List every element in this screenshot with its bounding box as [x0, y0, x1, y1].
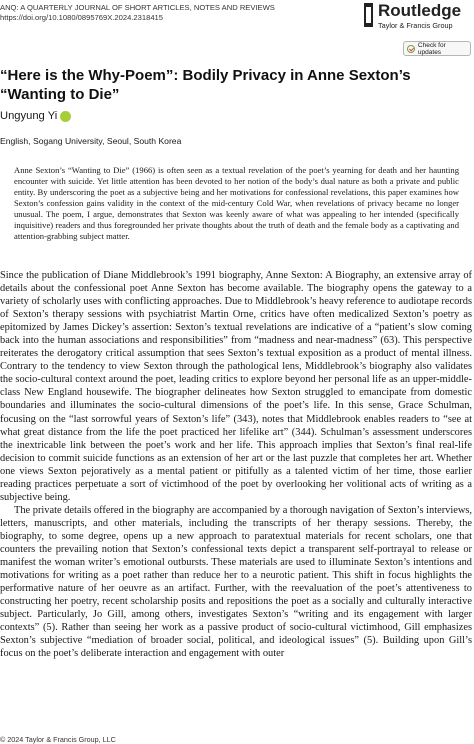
- copyright-notice: © 2024 Taylor & Francis Group, LLC: [0, 735, 116, 744]
- publisher-logo: [364, 1, 472, 31]
- orcid-icon[interactable]: [60, 111, 71, 122]
- abstract: Anne Sexton’s “Wanting to Die” (1966) is often seen as a textual revelation of the poet’s yearning for death and her haunting encounter with suicide. Yet little attention has been devoted to her notion of the body’s dual nature as both a private and public entity. By underscoring the poet as a subjective being and her motivations for confessional revelations, this paper examines how Sexton’s confession gains validity in the context of the mid-century Cold War, when revelations of privacy became no longer unusual. The poem, I argue, demonstrates that Sexton was keenly aware of what was appealing to her intended (specifically inquisitive) readers and thus foregrounded her private thoughts about the truth of death and the female body as a captivating and attention-grabbing subject matter.: [14, 165, 459, 241]
- author-name[interactable]: Ungyung Yi: [0, 110, 58, 122]
- journal-name: ANQ: A QUARTERLY JOURNAL OF SHORT ARTICLES, NOTES AND REVIEWS: [0, 3, 275, 12]
- check-for-updates-label: Check for updates: [417, 41, 446, 56]
- body-paragraph: The private details offered in the biography are accompanied by a thorough navigation of Sexton’s interviews, letters, manuscripts, and other materials, including the transcripts of her therapy sessions. Thereby, the biography, to some degree, opens up a new approach to paratextual materials for recent scholars, one that counters the prevailing notion that Sexton’s confessional texts depict a transparent self-portrayal to release or manifest the woman writer’s emotional outbursts. These materials are used to illuminate Sexton’s intentions and motivations for writing as a poet rather than reduce her to a neurotic patient. This shift in focus highlights the performative nature of her oeuvre as an artifact. Further, with the reevaluation of the poet’s attentiveness to constructing her poetry, recent scholarship posits and repositions the poet as a socially and culturally interactive subject. Particularly, Jo Gill, among others, investigates Sexton’s “writing and its engagement with larger contexts” (5). Rather than seeing her work as a passive product of socio-cultural victimhood, Gill emphasizes Sexton’s subjective “mediation of broader social, political, and ideological issues” (5). Building upon Gill’s focus on the poet’s deliberate interaction and engagement with outer: [0, 504, 473, 660]
- doi-link[interactable]: https://doi.org/10.1080/0895769X.2024.2318415: [0, 13, 163, 22]
- article-body: [0, 269, 472, 660]
- author-affiliation: English, Sogang University, Seoul, South Korea: [0, 136, 182, 146]
- article-title: “Here is the Why-Poem”: Bodily Privacy in Anne Sexton’s “Wanting to Die”: [0, 67, 411, 103]
- publisher-group: Taylor & Francis Group: [378, 21, 453, 30]
- check-updates-icon: [407, 45, 415, 53]
- author-line: [0, 110, 71, 122]
- check-for-updates-button[interactable]: [403, 41, 471, 56]
- publisher-name: Routledge: [378, 1, 462, 20]
- body-paragraph: Since the publication of Diane Middlebrook’s 1991 biography, Anne Sexton: A Biography, an extensive array of details about the confessional poet Anne Sexton has become available. The biography opens the gateway to a variety of scholarly uses with conflicting approaches. Due to Middlebrook’s heavy reference to audiotape records of Sexton’s therapy sessions with psychiatrist Martin Orne, critics have often medicalized Sexton’s poetry as epitomized by James Dickey’s assertion: Sexton’s textual revelations are indicative of a “patient’s slow coming back into the human associations and responsibilities” from “madness and near-madness” (63). This perspective reiterates the derogatory critical assumption that sees Sexton’s textual exposition as a product of mental illness. Contrary to the tendency to view Sexton through the pathological lens, Middlebrook’s biography also validates the socio-cultural context around the poet, leading critics to explore beyond her personal life as an upper-middle-class New England housewife. The biographer delineates how Sexton struggled to emancipate from domestic boundaries and illuminates the socio-cultural dimensions of the poet’s life. In this sense, Grace Schulman, focusing on the “last sorrowful years of Sexton’s life” (343), notes that Middlebrook enables readers to “see at what great distance from the life the poet practiced her lifelike art” (344). Schulman’s assessment underscores the inextricable link between the poet’s work and her life. This approach implies that Sexton’s final real-life decision to commit suicide functions as an extension of her art or the last puzzle that completes her art. Whether one views Sexton pejoratively as a mental patient or pitifully as a talented victim of her time, those earlier reading practices perpetuate a sort of victimhood of the poet by overlooking her volitional acts of writing as a subjective being.: [0, 270, 472, 503]
- routledge-logo-icon: [364, 3, 373, 27]
